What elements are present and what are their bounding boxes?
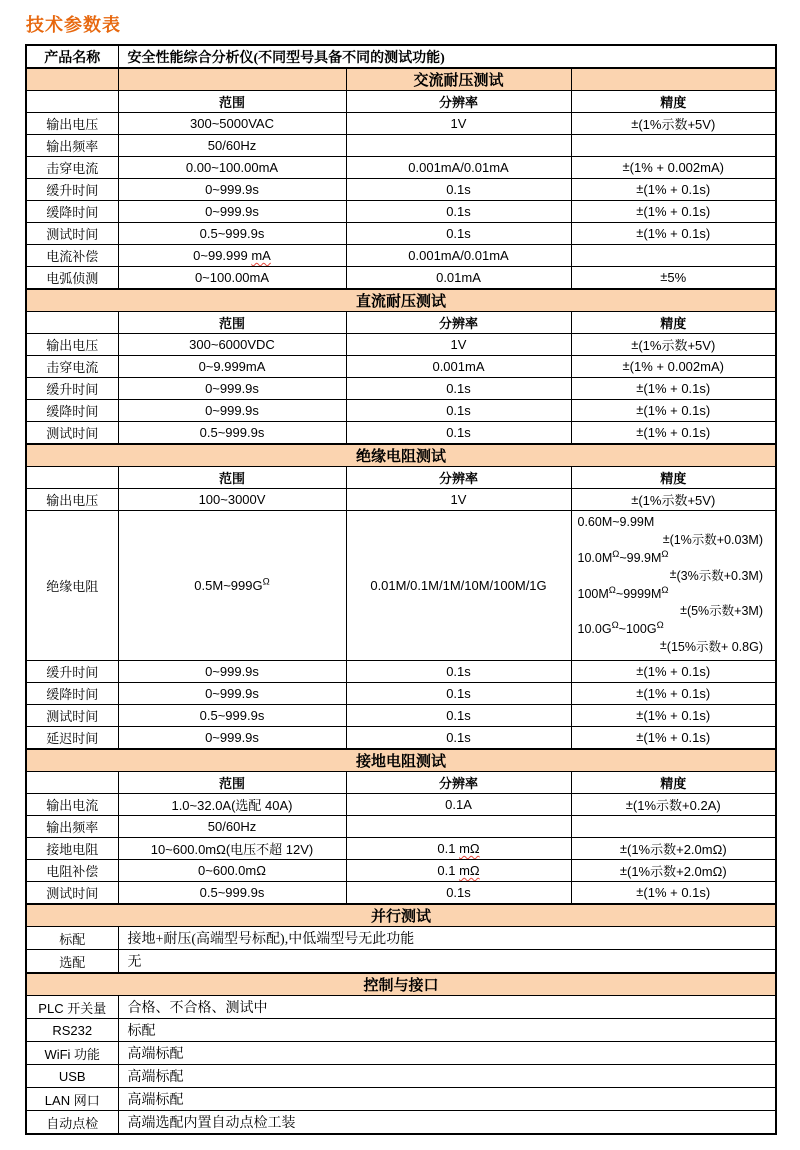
row-label-cell: 自动点检 bbox=[26, 1111, 118, 1135]
table-row bbox=[26, 312, 776, 334]
range-cell: 0~999.9s bbox=[118, 661, 346, 683]
resolution-cell: 0.001mA bbox=[346, 356, 571, 378]
table-row bbox=[26, 661, 776, 683]
section-title: 绝缘电阻测试 bbox=[26, 444, 776, 467]
precision-cell: ±(1% + 0.1s) bbox=[571, 400, 776, 422]
column-header-cell: 分辨率 bbox=[346, 91, 571, 113]
precision-cell: ±(1%示数+2.0mΩ) bbox=[571, 860, 776, 882]
resolution-cell: 0.1s bbox=[346, 378, 571, 400]
table-row bbox=[26, 727, 776, 750]
range-cell: 0.5~999.9s bbox=[118, 422, 346, 445]
precision-cell: ±(1%示数+5V) bbox=[571, 113, 776, 135]
table-row bbox=[26, 467, 776, 489]
precision-line: $10.0G^\Omega\sim 100G^\Omega$ bbox=[577, 619, 664, 637]
range-cell: 0~100.00mA bbox=[118, 267, 346, 290]
range-cell: 300~5000VAC bbox=[118, 113, 346, 135]
column-header-cell: 精度 bbox=[571, 91, 776, 113]
column-header-cell: 范围 bbox=[118, 312, 346, 334]
column-header-cell: 分辨率 bbox=[346, 467, 571, 489]
precision-cell: ±(1% + 0.1s) bbox=[571, 683, 776, 705]
precision-cell bbox=[571, 511, 776, 661]
precision-cell: ±5% bbox=[571, 267, 776, 290]
row-label-cell: 缓升时间 bbox=[26, 179, 118, 201]
corner-empty-cell bbox=[26, 467, 118, 489]
row-label-cell: 产品名称 bbox=[26, 45, 118, 68]
row-label-cell: 击穿电流 bbox=[26, 157, 118, 179]
precision-cell: ±(1%示数+0.2A) bbox=[571, 794, 776, 816]
table-row bbox=[26, 267, 776, 290]
column-header-cell: 范围 bbox=[118, 467, 346, 489]
range-cell: 0~999.9s bbox=[118, 400, 346, 422]
table-row bbox=[26, 794, 776, 816]
resolution-cell: 0.01M/0.1M/1M/10M/100M/1G bbox=[346, 511, 571, 661]
precision-line: 0.60M~9.99M bbox=[577, 515, 655, 530]
resolution-cell: 1V bbox=[346, 489, 571, 511]
table-row bbox=[26, 45, 776, 68]
resolution-cell: 0.1 mΩ bbox=[346, 860, 571, 882]
resolution-cell: 0.1s bbox=[346, 705, 571, 727]
table-row bbox=[26, 683, 776, 705]
precision-cell bbox=[571, 245, 776, 267]
row-label-cell: 缓降时间 bbox=[26, 400, 118, 422]
section-empty-cell bbox=[571, 68, 776, 91]
corner-empty-cell bbox=[26, 312, 118, 334]
resolution-cell: 0.1s bbox=[346, 661, 571, 683]
precision-cell: ±(1% + 0.1s) bbox=[571, 179, 776, 201]
row-value-cell: 标配 bbox=[118, 1019, 776, 1042]
table-row bbox=[26, 816, 776, 838]
table-row bbox=[26, 1088, 776, 1111]
resolution-cell: 0.1 mΩ bbox=[346, 838, 571, 860]
corner-empty-cell bbox=[26, 772, 118, 794]
row-label-cell: 电阻补偿 bbox=[26, 860, 118, 882]
precision-cell: ±(1% + 0.1s) bbox=[571, 201, 776, 223]
row-label-cell: 标配 bbox=[26, 927, 118, 950]
precision-cell: ±(1% + 0.002mA) bbox=[571, 157, 776, 179]
table-row bbox=[26, 838, 776, 860]
precision-cell: ±(1%示数+5V) bbox=[571, 334, 776, 356]
section-title: 控制与接口 bbox=[26, 973, 776, 996]
table-row bbox=[26, 157, 776, 179]
table-row bbox=[26, 113, 776, 135]
row-label-cell: 测试时间 bbox=[26, 422, 118, 445]
table-row bbox=[26, 927, 776, 950]
spellcheck-underline: mΩ bbox=[459, 841, 480, 856]
resolution-cell: 0.001mA/0.01mA bbox=[346, 245, 571, 267]
table-row bbox=[26, 705, 776, 727]
row-label-cell: 缓降时间 bbox=[26, 201, 118, 223]
precision-line: $100M^\Omega\sim 9999M^\Omega$ bbox=[577, 584, 669, 601]
table-row bbox=[26, 378, 776, 400]
table-row bbox=[26, 444, 776, 467]
row-value-cell: 高端标配 bbox=[118, 1042, 776, 1065]
range-cell: 0~9.999mA bbox=[118, 356, 346, 378]
table-row bbox=[26, 68, 776, 91]
row-label-cell: 输出电压 bbox=[26, 113, 118, 135]
row-value-cell: 高端标配 bbox=[118, 1088, 776, 1111]
row-label-cell: 测试时间 bbox=[26, 882, 118, 905]
row-label-cell: 缓降时间 bbox=[26, 683, 118, 705]
table-row bbox=[26, 973, 776, 996]
precision-cell: ±(1% + 0.002mA) bbox=[571, 356, 776, 378]
table-row bbox=[26, 1019, 776, 1042]
row-label-cell: 选配 bbox=[26, 950, 118, 974]
row-label-cell: USB bbox=[26, 1065, 118, 1088]
resolution-cell: 0.1s bbox=[346, 882, 571, 905]
table-row bbox=[26, 400, 776, 422]
page-title: 技术参数表 bbox=[26, 15, 121, 35]
row-label-cell: 缓升时间 bbox=[26, 378, 118, 400]
row-value-cell: 高端选配内置自动点检工装 bbox=[118, 1111, 776, 1135]
column-header-cell: 精度 bbox=[571, 772, 776, 794]
range-cell: 0.5~999.9s bbox=[118, 705, 346, 727]
resolution-cell: 1V bbox=[346, 334, 571, 356]
column-header-cell: 分辨率 bbox=[346, 772, 571, 794]
range-cell: $0.5M\sim 999G^\Omega$ bbox=[118, 511, 346, 661]
row-label-cell: 输出电压 bbox=[26, 489, 118, 511]
table-row bbox=[26, 950, 776, 974]
resolution-cell: 0.1s bbox=[346, 422, 571, 445]
resolution-cell bbox=[346, 135, 571, 157]
table-row bbox=[26, 489, 776, 511]
row-label-cell: 电流补偿 bbox=[26, 245, 118, 267]
section-empty-cell bbox=[26, 68, 118, 91]
precision-cell: ±(1% + 0.1s) bbox=[571, 882, 776, 905]
row-value-cell: 无 bbox=[118, 950, 776, 974]
row-label-cell: 电弧侦测 bbox=[26, 267, 118, 290]
resolution-cell: 0.1s bbox=[346, 179, 571, 201]
table-row bbox=[26, 772, 776, 794]
table-row bbox=[26, 201, 776, 223]
column-header-cell: 精度 bbox=[571, 312, 776, 334]
column-header-cell: 精度 bbox=[571, 467, 776, 489]
precision-cell: ±(1% + 0.1s) bbox=[571, 378, 776, 400]
table-row bbox=[26, 289, 776, 312]
table-row bbox=[26, 422, 776, 445]
resolution-cell: 1V bbox=[346, 113, 571, 135]
row-label-cell: RS232 bbox=[26, 1019, 118, 1042]
table-row bbox=[26, 882, 776, 905]
range-cell: 0~999.9s bbox=[118, 179, 346, 201]
resolution-cell: 0.1s bbox=[346, 400, 571, 422]
precision-line: ±(1%示数+0.03M) bbox=[662, 531, 763, 548]
row-label-cell: 测试时间 bbox=[26, 705, 118, 727]
precision-line: ±(5%示数+3M) bbox=[680, 602, 763, 619]
precision-cell: ±(1% + 0.1s) bbox=[571, 661, 776, 683]
precision-cell bbox=[571, 135, 776, 157]
precision-line: $10.0M^\Omega\sim 99.9M^\Omega$ bbox=[577, 548, 669, 565]
corner-empty-cell bbox=[26, 91, 118, 113]
spellcheck-underline: mA bbox=[251, 248, 271, 263]
table-row bbox=[26, 223, 776, 245]
resolution-cell: 0.1s bbox=[346, 727, 571, 750]
range-cell: 50/60Hz bbox=[118, 816, 346, 838]
column-header-cell: 分辨率 bbox=[346, 312, 571, 334]
precision-cell: ±(1%示数+2.0mΩ) bbox=[571, 838, 776, 860]
table-row bbox=[26, 179, 776, 201]
table-row bbox=[26, 996, 776, 1019]
table-row bbox=[26, 511, 776, 661]
precision-cell: ±(1%示数+5V) bbox=[571, 489, 776, 511]
row-label-cell: 接地电阻 bbox=[26, 838, 118, 860]
row-value-cell: 高端标配 bbox=[118, 1065, 776, 1088]
table-row bbox=[26, 135, 776, 157]
range-cell: 0~999.9s bbox=[118, 683, 346, 705]
row-label-cell: 测试时间 bbox=[26, 223, 118, 245]
precision-cell: ±(1% + 0.1s) bbox=[571, 422, 776, 445]
range-cell: 50/60Hz bbox=[118, 135, 346, 157]
range-cell: 0.5~999.9s bbox=[118, 223, 346, 245]
resolution-cell: 0.1s bbox=[346, 201, 571, 223]
spellcheck-underline: mΩ bbox=[459, 863, 480, 878]
resolution-cell: 0.001mA/0.01mA bbox=[346, 157, 571, 179]
section-title: 直流耐压测试 bbox=[26, 289, 776, 312]
product-name-cell: 安全性能综合分析仪(不同型号具备不同的测试功能) bbox=[118, 45, 776, 68]
resolution-cell: 0.1A bbox=[346, 794, 571, 816]
table-row bbox=[26, 1065, 776, 1088]
precision-line: ±(15%示数+ 0.8G) bbox=[659, 638, 763, 654]
range-cell: 0~999.9s bbox=[118, 727, 346, 750]
precision-cell bbox=[571, 816, 776, 838]
section-title: 并行测试 bbox=[26, 904, 776, 927]
table-row bbox=[26, 1111, 776, 1135]
row-label-cell: 输出电流 bbox=[26, 794, 118, 816]
row-label-cell: 输出频率 bbox=[26, 135, 118, 157]
range-cell: 300~6000VDC bbox=[118, 334, 346, 356]
section-empty-cell bbox=[118, 68, 346, 91]
resolution-cell bbox=[346, 816, 571, 838]
resolution-cell: 0.1s bbox=[346, 683, 571, 705]
section-title: 交流耐压测试 bbox=[346, 68, 571, 91]
row-label-cell: 绝缘电阻 bbox=[26, 511, 118, 661]
range-cell: 0.5~999.9s bbox=[118, 882, 346, 905]
table-row bbox=[26, 860, 776, 882]
table-row bbox=[26, 356, 776, 378]
precision-cell: ±(1% + 0.1s) bbox=[571, 705, 776, 727]
row-label-cell: 输出频率 bbox=[26, 816, 118, 838]
range-cell: 100~3000V bbox=[118, 489, 346, 511]
column-header-cell: 范围 bbox=[118, 772, 346, 794]
range-cell: 0~600.0mΩ bbox=[118, 860, 346, 882]
precision-line: ±(3%示数+0.3M) bbox=[669, 567, 763, 583]
range-cell: 0~99.999 mA bbox=[118, 245, 346, 267]
spec-table bbox=[25, 44, 777, 1135]
section-title: 接地电阻测试 bbox=[26, 749, 776, 772]
table-row bbox=[26, 245, 776, 267]
table-row bbox=[26, 334, 776, 356]
range-cell: 0.00~100.00mA bbox=[118, 157, 346, 179]
row-label-cell: PLC 开关量 bbox=[26, 996, 118, 1019]
table-row bbox=[26, 91, 776, 113]
resolution-cell: 0.01mA bbox=[346, 267, 571, 290]
resolution-cell: 0.1s bbox=[346, 223, 571, 245]
row-label-cell: WiFi 功能 bbox=[26, 1042, 118, 1065]
range-cell: 0~999.9s bbox=[118, 378, 346, 400]
row-label-cell: 击穿电流 bbox=[26, 356, 118, 378]
precision-cell: ±(1% + 0.1s) bbox=[571, 223, 776, 245]
range-cell: 10~600.0mΩ(电压不超 12V) bbox=[118, 838, 346, 860]
row-label-cell: 输出电压 bbox=[26, 334, 118, 356]
row-value-cell: 接地+耐压(高端型号标配),中低端型号无此功能 bbox=[118, 927, 776, 950]
range-cell: 0~999.9s bbox=[118, 201, 346, 223]
table-row bbox=[26, 749, 776, 772]
row-label-cell: LAN 网口 bbox=[26, 1088, 118, 1111]
row-label-cell: 缓升时间 bbox=[26, 661, 118, 683]
table-row bbox=[26, 904, 776, 927]
row-label-cell: 延迟时间 bbox=[26, 727, 118, 750]
precision-cell: ±(1% + 0.1s) bbox=[571, 727, 776, 750]
range-cell: 1.0~32.0A(选配 40A) bbox=[118, 794, 346, 816]
row-value-cell: 合格、不合格、测试中 bbox=[118, 996, 776, 1019]
table-row bbox=[26, 1042, 776, 1065]
column-header-cell: 范围 bbox=[118, 91, 346, 113]
